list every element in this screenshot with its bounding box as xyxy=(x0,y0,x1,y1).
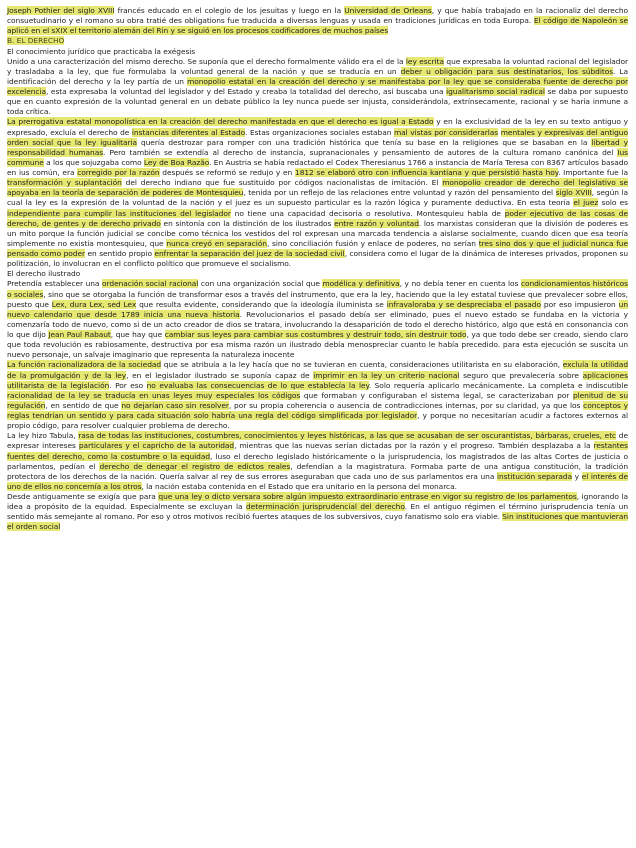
highlighted-text: infravaloraba y se despreciaba el pasado xyxy=(386,299,541,309)
highlighted-text: modélica y definitiva xyxy=(322,279,400,289)
highlighted-text: imprimir en la ley un criterio nacional xyxy=(313,370,460,380)
highlighted-text: excluía la utilidad de la promulgación y de la ley xyxy=(7,360,628,380)
highlighted-text: igualitarismo social radical xyxy=(446,87,545,96)
text-run: . Solo requería aplicarlo mecánicamente. La completa e indiscutible xyxy=(368,380,629,390)
highlighted-text: ordenación social racional xyxy=(102,279,199,289)
text-run: , defendían a la magistratura. Formaba parte de una antigua constitución, la tradición protectora de los derechos de la nación. Quería salvar al rey de sus errores aseguraban que cada uno de sus parlamentos era una xyxy=(7,461,628,481)
highlighted-text: rasa de todas las instituciones, costumbres, conocimientos y leyes históricas, a las que se acusaban de ser oscurantistas, bárbaras, crueles, etc xyxy=(78,431,617,441)
highlighted-text: deber u obligación para sus destinatarios, los súbditos xyxy=(400,66,614,76)
text-run: . Estas organizaciones sociales estaban xyxy=(245,127,394,137)
paragraph xyxy=(7,431,628,492)
text-run: por eso impusieron xyxy=(540,299,619,309)
highlighted-text: el interés de uno de ellos no concernía a los otros xyxy=(7,471,628,491)
paragraph xyxy=(7,47,628,57)
paragraph xyxy=(7,117,628,269)
text-run: Unido a una caracterización del mismo derecho. Se suponía que el derecho formalmente válido era el de la xyxy=(7,56,406,66)
text-run: quería destrozar para romper con una tradición histórica que tenía su base en la religiones que se basaban en la xyxy=(137,137,592,147)
text-run: a los que sojuzgaba como xyxy=(43,157,144,167)
highlighted-text: Ius commune xyxy=(7,147,628,167)
text-run: , tenida por un reflejo de las relaciones entre voluntad y razón del pensamiento del xyxy=(243,188,556,198)
text-run: del derecho indiano que fue sustituido por códigos nacionalistas de imitación. El xyxy=(121,178,443,188)
highlighted-text: La prerrogativa estatal monopolística en la creación del derecho manifestada en que el derecho es igual a Estado xyxy=(7,117,434,127)
highlighted-text: no evaluaba las consecuencias de lo que establecía la ley xyxy=(146,380,369,390)
text-run: , y porque no necesitarían acudir a factores externos al propio código, para resolver cualquier problema de derecho. xyxy=(7,411,628,431)
text-run: El conocimiento jurídico que practicaba la exégesis xyxy=(7,46,196,56)
section-heading xyxy=(7,36,628,46)
text-run: no tiene una capacidad decisoria o resolutiva. Montesquieu habla de xyxy=(230,208,505,218)
highlighted-text: institución separada xyxy=(497,471,573,481)
text-run: después se reformó se redujo y en xyxy=(159,168,296,177)
highlighted-text: instancias diferentes al Estado xyxy=(131,127,246,137)
text-run: seguro que prevalecería sobre xyxy=(459,370,583,380)
highlighted-text: La función racionalizadora de la sociedad xyxy=(7,360,162,370)
highlighted-text: enfrentar la separación del juez de la sociedad civil xyxy=(154,249,345,258)
paragraph xyxy=(7,492,628,533)
highlighted-text: El código de Napoleón se aplicó en el sXIX el territorio alemán del Rin y se siguió en los procesos codificadores de muchos países xyxy=(7,16,628,36)
text-run: , mientras que las nuevas serían dictadas por la razón y el progreso. También desplazaba a la xyxy=(234,441,594,451)
text-run: con una organización social que xyxy=(198,279,323,289)
text-run: , esta expresaba la voluntad del legislador y del Estado y creaba la totalidad del derecho, así buscaba una xyxy=(45,87,447,96)
text-run: solo es xyxy=(598,198,628,208)
text-run: , luso el derecho legislado históricamente o la jurisprudencia, los magistrados de las altas Cortes de justicia o parlamentos, pedían el xyxy=(7,451,628,471)
text-run: que expresaba la voluntad racional del legislador y trasladaba a la ley, que fue formulaba la voluntad general de la nación y que se traducía en un xyxy=(7,56,628,76)
text-run: y xyxy=(572,471,582,481)
paragraph xyxy=(7,279,628,360)
highlighted-text: Lex, dura Lex, sed Lex xyxy=(51,299,137,309)
text-run: , en el legislador ilustrado se suponía capaz de xyxy=(126,370,314,380)
highlighted-text: Ley de Boa Razão xyxy=(143,157,210,167)
highlighted-text: libertad y responsabilidad humanas xyxy=(7,137,628,157)
text-run: , que hay que xyxy=(110,330,165,339)
text-run: Pretendía establecer una xyxy=(7,279,103,289)
text-run: . En Austria se había redactado el Codex Theresianus 1766 a instancia de María Teresa con 8367 artículos basado en ius común, era xyxy=(7,157,628,177)
text-run: La ley hizo Tabula, xyxy=(7,431,79,441)
highlighted-text: no dejarían caso sin resolver xyxy=(121,400,229,410)
text-run: que se atribuía a la ley hacía que no se tuvieran en cuenta, consideraciones utilitarista en su elaboración, xyxy=(161,360,563,370)
highlighted-text: mentales y expresivas del antiguo orden social que la ley igualitaria xyxy=(7,127,628,147)
highlighted-text: restantes fuentes del derecho, como la costumbre o la equidad xyxy=(7,441,628,461)
text-run: . En el antiguo régimen el término jurisprudencia tenía un sentido más semejante al romano. Por eso y otros motivos recibió fuertes ataques de los subversivos, cuyo fanatismo solo era viable. xyxy=(7,502,628,522)
highlighted-text: Jean Paul Rabaut xyxy=(48,330,111,339)
text-run: se daba por supuesto que en cuanto expresión de la voluntad general en un debate público la ley nunca puede ser injusta, considerándola, extrínsecamente, racional y se haría inmune a toda crítica. xyxy=(7,87,628,117)
text-run: que formaban y configuraban el sistema legal, se caracterizaban por xyxy=(300,390,573,400)
text-run: . Por eso xyxy=(109,380,147,390)
text-run: El derecho ilustrado xyxy=(7,269,81,279)
text-run: en sentido propio xyxy=(85,249,155,258)
text-run: , y no debía tener en cuenta los xyxy=(399,279,521,289)
highlighted-text: un nuevo calendario que desde 1789 inicia una nueva historia xyxy=(7,299,628,319)
highlighted-text: plenitud de su regulación xyxy=(7,390,628,410)
highlighted-text: racionalidad de la ley se traducía en unas leyes muy especiales los códigos xyxy=(7,390,301,400)
text-run: en sintonía con la distinción de los ilustrados xyxy=(160,218,335,228)
highlighted-text: Universidad de Orleans xyxy=(344,6,432,15)
text-run: , la nación estaba contenida en el Estado que era unitario en la persona del monarca. xyxy=(141,481,457,491)
paragraph xyxy=(7,269,628,279)
highlighted-text: cambiar sus leyes para cambiar sus costumbres y destruir todo, sin destruir todo xyxy=(164,330,467,339)
paragraph xyxy=(7,360,628,431)
text-run: , sino conciliación fusión y enlace de poderes, no serían xyxy=(266,238,479,248)
text-run: . Revolucionarios el pasado debía ser eliminado, pues el nuevo estado se fundaba en la victoria y comenzaría todo de nuevo, como si de un acto creador de dios se tratara, involucrando la desaparición de todo el derecho histórico, algo que está en consonancia con lo que dijo xyxy=(7,309,628,339)
text-run: , por su propia coherencia o ausencia de contradicciones internas, por su claridad, ya que los xyxy=(228,400,584,410)
text-run: , considera como el lugar de la dinámica de intereses privados, proponen su politización, lo involucran en el conflicto político que promueve el socialismo. xyxy=(7,249,629,269)
highlighted-text: transformación y suplantación xyxy=(7,178,122,188)
highlighted-text: aplicaciones utilitarista de la legislación xyxy=(7,370,628,390)
text-run: de expresar intereses xyxy=(7,431,628,451)
highlighted-text: B. EL DERECHO xyxy=(7,36,65,46)
text-run: francés educado en el colegio de los jesuitas y luego en la xyxy=(114,6,345,15)
highlighted-text: el juez xyxy=(573,198,599,208)
highlighted-text: determinación jurisprudencial del derecho xyxy=(246,502,405,512)
highlighted-text: 1812 se elaboró otro con influencia kantiana y que persistió hasta hoy xyxy=(295,168,559,177)
highlighted-text: siglo XVIII xyxy=(555,188,592,198)
text-run: , sino que se otorgaba la función de transformar esos a través del instrumento, que era la ley, haciendo que la ley estatal tuviese que prevalecer sobre ellos, puesto que xyxy=(7,289,628,309)
highlighted-text: mal vistas por considerarlas xyxy=(393,127,499,137)
paragraph xyxy=(7,6,628,36)
text-run: , según la cual la ley es la expresión de la voluntad de la nación y el juez es un supuesto particular es la razón lógica y puramente deductiva. En esta teoría xyxy=(7,188,628,208)
paragraph xyxy=(7,57,628,118)
highlighted-text: tres sino dos y que el judicial nunca fue pensado como poder xyxy=(7,238,628,258)
text-run: . los marxistas consideran que la división de poderes es un mito porque la función judicial se concibe como técnica los vestidos del rol expresan una marcada tendencia a aislarse socialmente, cuando dicen que esa teoría simplemente no existía montesquieu, que xyxy=(7,218,628,248)
text-run: , en sentido de que xyxy=(45,400,122,410)
text-run: . Pero también se extendía al derecho de instancia, supranacionales y pensamiento de autores de la cultura romano canónica del xyxy=(103,147,618,157)
text-run: . La identificación del derecho y la ley partía de un xyxy=(7,66,628,86)
text-run: , ignorando la idea a propósito de la equidad. Especialmente se excluyan la xyxy=(7,492,628,512)
highlighted-text: independiente para cumplir las instituciones del legislador xyxy=(7,208,231,218)
highlighted-text: Joseph Pothier del siglo XVIII xyxy=(7,6,115,15)
highlighted-text: derecho de denegar el registro de edictos reales xyxy=(99,461,291,471)
highlighted-text: monopolio creador de derecho del legislativo se apoyaba en la teoría de separación de poderes de Montesquieu xyxy=(7,178,628,198)
highlighted-text: corregido por la razón xyxy=(77,168,160,177)
text-run: . Importante fue la xyxy=(558,168,628,177)
highlighted-text: nunca creyó en separación xyxy=(166,238,267,248)
highlighted-text: condicionamientos históricos o sociales xyxy=(7,279,628,299)
highlighted-text: poder ejecutivo de las cosas de derecho, de gentes y de derecho privado xyxy=(7,208,628,228)
text-run: que resulta evidente, considerando que la ideología iluminista se xyxy=(136,299,387,309)
highlighted-text: entre razón y voluntad xyxy=(334,218,419,228)
highlighted-text: particulares y el capricho de la autoridad xyxy=(78,441,235,451)
text-run: , y que había trabajado en la racionaliz del derecho consuetudinario y el romano su obra tratié des obligations fue traducida a diversas lenguas y usada en tradiciones jurídicas en toda Europa. xyxy=(7,6,629,26)
text-run: Desde antiguamente se exigía que para xyxy=(7,492,159,501)
highlighted-text: conceptos y reglas tendrían un sentido y para cada situación solo habría una regla del código simplificada por legislador xyxy=(7,400,629,420)
text-run: , ya que todo debe ser creado, siendo claro que toda revolución es rabiosamente, destructiva por esa misma razón un ilustrado debía menospreciar cuanto le había precedido. para esta ejecución se suscita un nuevo personaje, un salvaje imaginario que representa la naturaleza inocente xyxy=(7,330,628,360)
highlighted-text: que una ley o dicto versara sobre algún impuesto extraordinario entrase en vigor su registro de los parlamentos xyxy=(158,492,577,501)
text-run: y en la exclusividad de la ley en su texto antiguo y expresado, excluía el derecho de xyxy=(7,117,628,137)
highlighted-text: monopolio estatal en la creación del derecho y se manifestaba por la ley que se consideraba fuente de derecho por excelencia xyxy=(7,76,628,96)
highlighted-text: ley escrita xyxy=(405,56,444,66)
highlighted-text: Sin instituciones que mantuvieran el orden social xyxy=(7,512,628,532)
